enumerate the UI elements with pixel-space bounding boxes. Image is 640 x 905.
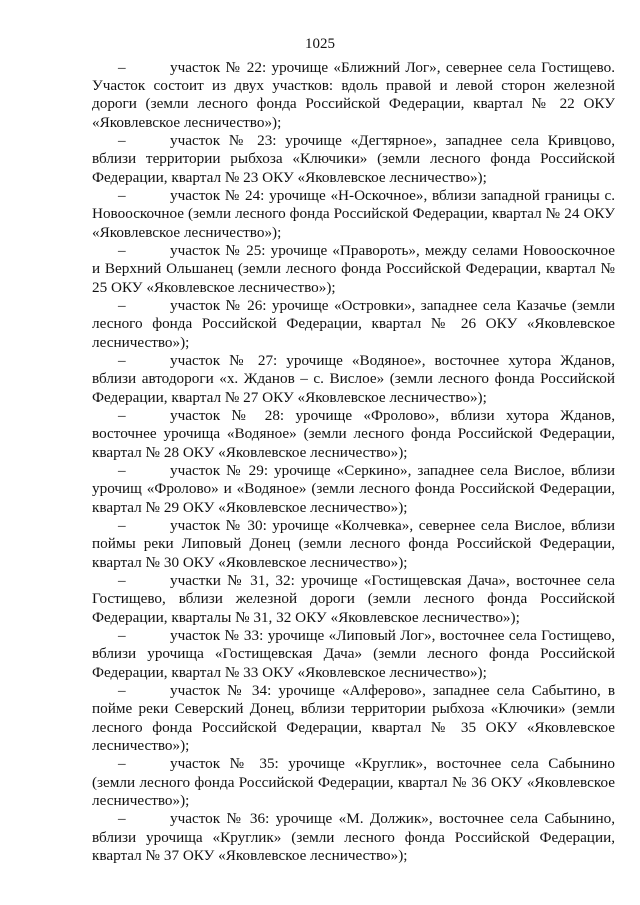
list-item — [92, 132, 615, 187]
list-item-dash: – — [118, 187, 126, 205]
list-item — [92, 187, 615, 242]
list-item-text: участок № 24: урочище «Н-Оскочное», вблизи западной границы с. Новооскочное (земли лесного фонда Российской Федерации, квартал № 24 ОКУ «Яковлевское лесничество»); — [92, 187, 615, 241]
list-item — [92, 297, 615, 352]
list-item-dash: – — [118, 682, 126, 700]
list-item — [92, 682, 615, 755]
list-item-dash: – — [118, 297, 126, 315]
list-item — [92, 352, 615, 407]
list-item-text: участок № 23: урочище «Дегтярное», западнее села Кривцово, вблизи территории рыбхоза «Ключики» (земли лесного фонда Российской Федерации, квартал № 23 ОКУ «Яковлевское лесничество»); — [92, 132, 615, 186]
list-item — [92, 59, 615, 132]
list-item-dash: – — [118, 132, 126, 150]
list-item — [92, 572, 615, 627]
list-item-text: участки № 31, 32: урочище «Гостищевская Дача», восточнее села Гостищево, вблизи железной дороги (земли лесного фонда Российской Федерации, кварталы № 31, 32 ОКУ «Яковлевское лесничество»); — [92, 572, 615, 626]
list-item-text: участок № 34: урочище «Алферово», западнее села Сабытино, в пойме реки Северский Донец, вблизи территории рыбхоза «Ключики» (земли лесного фонда Российской Федерации, квартал № 35 ОКУ «Яковлевское лесничество»); — [92, 682, 615, 754]
list-item-text: участок № 36: урочище «М. Должик», восточнее села Сабынино, вблизи урочища «Круглик» (земли лесного фонда Российской Федерации, квартал № 37 ОКУ «Яковлевское лесничество»); — [92, 810, 615, 864]
list-item-text: участок № 22: урочище «Ближний Лог», севернее села Гостищево. Участок состоит из двух участков: вдоль правой и левой сторон железной дороги (земли лесного фонда Российской Федерации, квартал № 22 ОКУ «Яковлевское лесничество»); — [92, 59, 615, 131]
list-item-text: участок № 25: урочище «Правороть», между селами Новооскочное и Верхний Ольшанец (земли лесного фонда Российской Федерации, квартал № 25 ОКУ «Яковлевское лесничество»); — [92, 242, 615, 296]
list-item-text: участок № 35: урочище «Круглик», восточнее села Сабынино (земли лесного фонда Российской Федерации, квартал № 36 ОКУ «Яковлевское лесничество»); — [92, 755, 615, 809]
list-item — [92, 755, 615, 810]
list-item-dash: – — [118, 755, 126, 773]
list-item-text: участок № 33: урочище «Липовый Лог», восточнее села Гостищево, вблизи урочища «Гостищевская Дача» (земли лесного фонда Российской Федерации, квартал № 33 ОКУ «Яковлевское лесничество»); — [92, 627, 615, 681]
list-item-text: участок № 26: урочище «Островки», западнее села Казачье (земли лесного фонда Российской Федерации, квартал № 26 ОКУ «Яковлевское лесничество»); — [92, 297, 615, 351]
list-item — [92, 242, 615, 297]
list-item-dash: – — [118, 407, 126, 425]
list-item-text: участок № 28: урочище «Фролово», вблизи хутора Жданов, восточнее урочища «Водяное» (земли лесного фонда Российской Федерации, квартал № 28 ОКУ «Яковлевское лесничество»); — [92, 407, 615, 461]
list-item-text: участок № 29: урочище «Серкино», западнее села Вислое, вблизи урочищ «Фролово» и «Водяное» (земли лесного фонда Российской Федерации, квартал № 29 ОКУ «Яковлевское лесничество»); — [92, 462, 615, 516]
page-number: 1025 — [305, 36, 335, 52]
list-item-dash: – — [118, 517, 126, 535]
list-item — [92, 462, 615, 517]
list-item-dash: – — [118, 627, 126, 645]
list-item-dash: – — [118, 810, 126, 828]
list-item — [92, 517, 615, 572]
list-item-dash: – — [118, 352, 126, 370]
list-item — [92, 810, 615, 865]
list-item — [92, 407, 615, 462]
list-item-text: участок № 30: урочище «Колчевка», севернее села Вислое, вблизи поймы реки Липовый Донец (земли лесного фонда Российской Федерации, квартал № 30 ОКУ «Яковлевское лесничество»); — [92, 517, 615, 571]
list-item-text: участок № 27: урочище «Водяное», восточнее хутора Жданов, вблизи автодороги «х. Жданов – с. Вислое» (земли лесного фонда Российской Федерации, квартал № 27 ОКУ «Яковлевское лесничество»); — [92, 352, 615, 406]
list-item-dash: – — [118, 242, 126, 260]
list-item — [92, 627, 615, 682]
list-item-dash: – — [118, 572, 126, 590]
document-body — [92, 59, 615, 865]
list-item-dash: – — [118, 462, 126, 480]
list-item-dash: – — [118, 59, 126, 76]
